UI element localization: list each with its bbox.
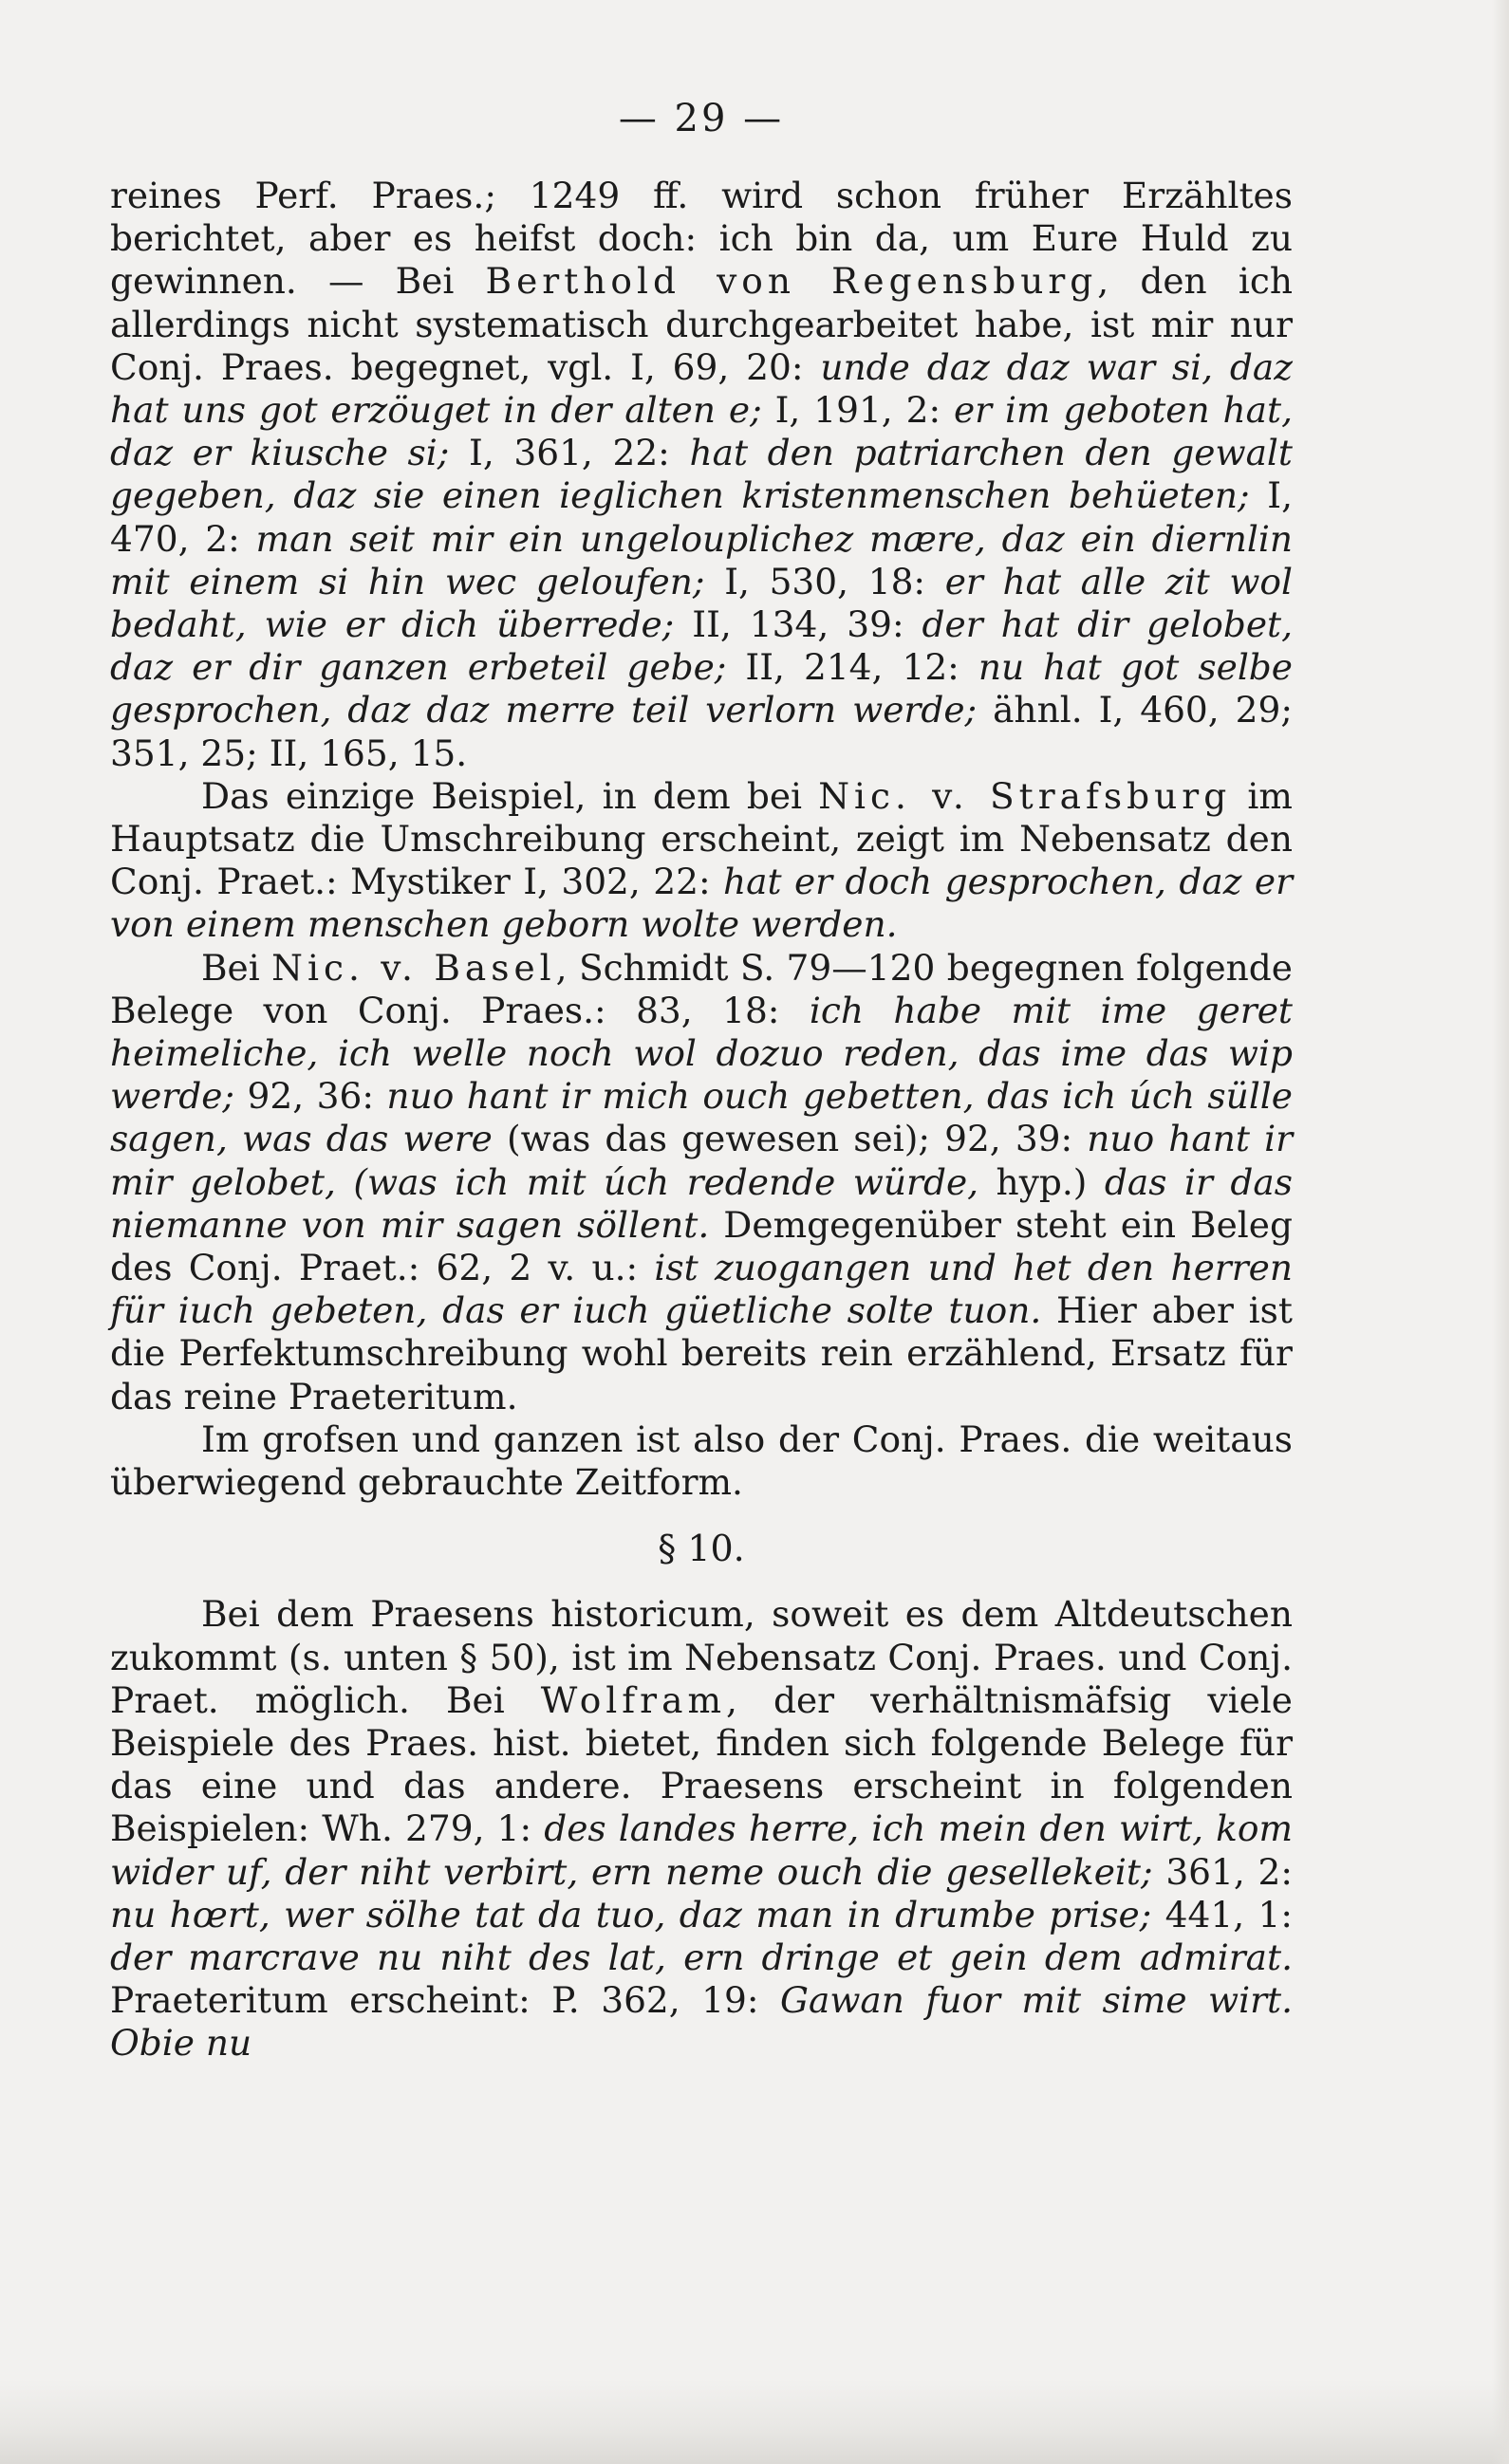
paragraph [110, 175, 1293, 775]
book-page [110, 83, 1293, 2399]
italic-quote: nuo hant ir mich ouch gebetten, das ich úch sülle sagen, was das were [110, 1075, 1293, 1160]
spaced-name: Nic. v. Basel [271, 946, 556, 989]
spaced-name: Nic. v. Strafsburg [818, 774, 1232, 817]
text-span: Demgegenüber steht ein Beleg des Conj. Praet.: 62, 2 v. u.: [110, 1203, 1293, 1289]
text-span: I, 191, 2: [761, 389, 954, 432]
text-span: ähnl. I, 460, 29; 351, 25; II, 165, 15. [110, 689, 1293, 774]
italic-quote: der hat dir gelobet, daz er dir ganzen erbeteil gebe; [110, 603, 1293, 689]
italic-quote: hat er doch gesprochen, daz er von einem menschen geborn wolte werden. [110, 861, 1293, 946]
paragraph [110, 1593, 1293, 2065]
italic-quote: er im geboten hat, daz er kiusche si; [110, 389, 1294, 474]
text-span: 92, 36: [234, 1075, 387, 1118]
text-span: , Schmidt S. 79—120 begegnen folgende Belege von Conj. Praes.: 83, 18: [110, 946, 1293, 1031]
italic-quote: der marcrave nu niht des lat, ern dringe et gein dem admirat. [110, 1936, 1293, 1978]
text-span: , der verhältnismäfsig viele Beispiele des Praes. hist. bietet, finden sich folgende Belege für das eine und das andere. Praesens erscheint in folgenden Beispielen: Wh. 279, 1: [110, 1678, 1293, 1850]
text-span: II, 214, 12: [726, 646, 978, 689]
italic-quote: Gawan fuor mit sime wirt. Obie nu [110, 1979, 1293, 2065]
scan-edge-right [1492, 0, 1509, 2464]
text-span: (was das gewesen sei); 92, 39: [492, 1118, 1088, 1160]
text-span: 441, 1: [1151, 1893, 1293, 1936]
text-span: I, 530, 18: [704, 560, 945, 602]
scan-edge-bottom [0, 2379, 1509, 2464]
italic-quote: er hat alle zit wol bedaht, wie er dich überrede; [110, 560, 1293, 646]
text-span: , den ich allerdings nicht systematisch durchgearbeitet habe, ist mir nur Conj. Praes. begegnet, vgl. I, 69, 20: [110, 260, 1293, 388]
text-span: Praeteritum erscheint: P. 362, 19: [110, 1979, 781, 2022]
paragraph [110, 1418, 1293, 1504]
italic-quote: das ir das niemanne von mir sagen söllent. [110, 1160, 1293, 1246]
text-span: I, 361, 22: [449, 432, 690, 474]
text-span: II, 134, 39: [674, 603, 922, 646]
text-span: reines Perf. Praes.; 1249 ff. wird schon früher Erzähltes berichtet, aber es heifst doch: ich bin da, um Eure Huld zu gewinnen. — Bei [110, 175, 1293, 303]
text-span: hyp.) [978, 1160, 1105, 1203]
text-span: Hier aber ist die Perfektumschreibung wohl bereits rein erzählend, Ersatz für das reine Praeteritum. [110, 1289, 1293, 1417]
italic-quote: unde daz daz war si, daz hat uns got erzöuget in der alten e; [110, 345, 1294, 432]
paragraph [110, 947, 1293, 1418]
text-span: I, 470, 2: [110, 474, 1294, 560]
italic-quote: nu hat got selbe gesprochen, daz daz merre teil verlorn werde; [110, 646, 1294, 732]
italic-quote: ich habe mit ime geret heimeliche, ich welle noch wol dozuo reden, das ime das wip werde; [110, 989, 1293, 1118]
text-span: 361, 2: [1152, 1850, 1293, 1893]
page-number: — 29 — [618, 97, 785, 140]
text-span: Bei dem Praesens historicum, soweit es dem Altdeutschen zukommt (s. unten § 50), ist im Nebensatz Conj. Praes. und Conj. Praet. möglich. Bei [110, 1593, 1293, 1721]
italic-quote: nuo hant ir mir gelobet, (was ich mit úch redende würde, [110, 1118, 1294, 1203]
italic-quote: ist zuogangen und het den herren für iuch gebeten, das er iuch güetliche solte tuon. [110, 1247, 1293, 1332]
spaced-name: Wolfram [540, 1678, 727, 1721]
text-span: Bei [201, 946, 272, 989]
paragraph [110, 775, 1293, 947]
italic-quote: man seit mir ein ungelouplichez mære, daz ein diernlin mit einem si hin wec geloufen; [110, 517, 1293, 602]
italic-quote: nu hœrt, wer sölhe tat da tuo, daz man in drumbe prise; [110, 1893, 1152, 1936]
text-span: im Hauptsatz die Umschreibung erscheint, zeigt im Nebensatz den Conj. Praet.: Mystiker I, 302, 22: [110, 774, 1293, 903]
spaced-name: Berthold von Regensburg [485, 260, 1098, 303]
italic-quote: hat den patriarchen den gewalt gegeben, daz sie einen ieglichen kristenmenschen behüeten; [110, 432, 1293, 517]
section-heading: § 10. [658, 1528, 745, 1570]
text-span: Im grofsen und ganzen ist also der Conj. Praes. die weitaus überwiegend gebrauchte Zeitform. [110, 1417, 1293, 1504]
italic-quote: des landes herre, ich mein den wirt, kom wider uf, der niht verbirt, ern neme ouch die gesellekeit; [110, 1807, 1294, 1893]
text-span: Das einzige Beispiel, in dem bei [201, 774, 819, 817]
body-text [110, 175, 1293, 2066]
